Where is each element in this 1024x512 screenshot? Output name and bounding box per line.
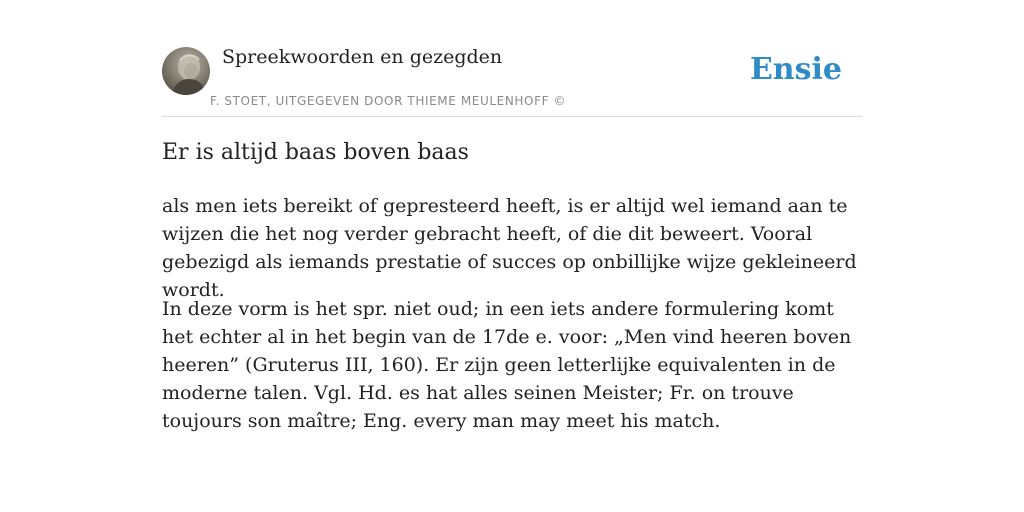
author-avatar[interactable] <box>162 47 210 95</box>
entry-headword: Er is altijd baas boven baas <box>162 140 469 165</box>
author-portrait-icon <box>162 47 210 95</box>
page-content <box>162 0 862 432</box>
entry-explanation: In deze vorm is het spr. niet oud; in een iets andere formulering komt het echter al in het begin van de 17de e. voor: „Men vind heeren boven heeren” (Gruterus III, 160). Er zijn geen letterlijke equivalenten in de moderne talen. Vgl. Hd. es hat alles seinen Meister; Fr. on trouve toujours son maître; Eng. every man may meet his match. <box>162 298 852 432</box>
source-publisher: F. STOET, UITGEGEVEN DOOR THIEME MEULENHOFF © <box>210 94 567 108</box>
source-header <box>162 0 862 117</box>
source-title[interactable]: Spreekwoorden en gezegden <box>222 46 503 68</box>
ensie-logo[interactable]: Ensie <box>749 52 842 87</box>
entry-definition: als men iets bereikt of gepresteerd heeft, is er altijd wel iemand aan te wijzen die het nog verder gebracht heeft, of die dit beweert. Vooral gebezigd als iemands prestatie of succes op onbillijke wijze gekleineerd wordt. <box>162 195 857 301</box>
